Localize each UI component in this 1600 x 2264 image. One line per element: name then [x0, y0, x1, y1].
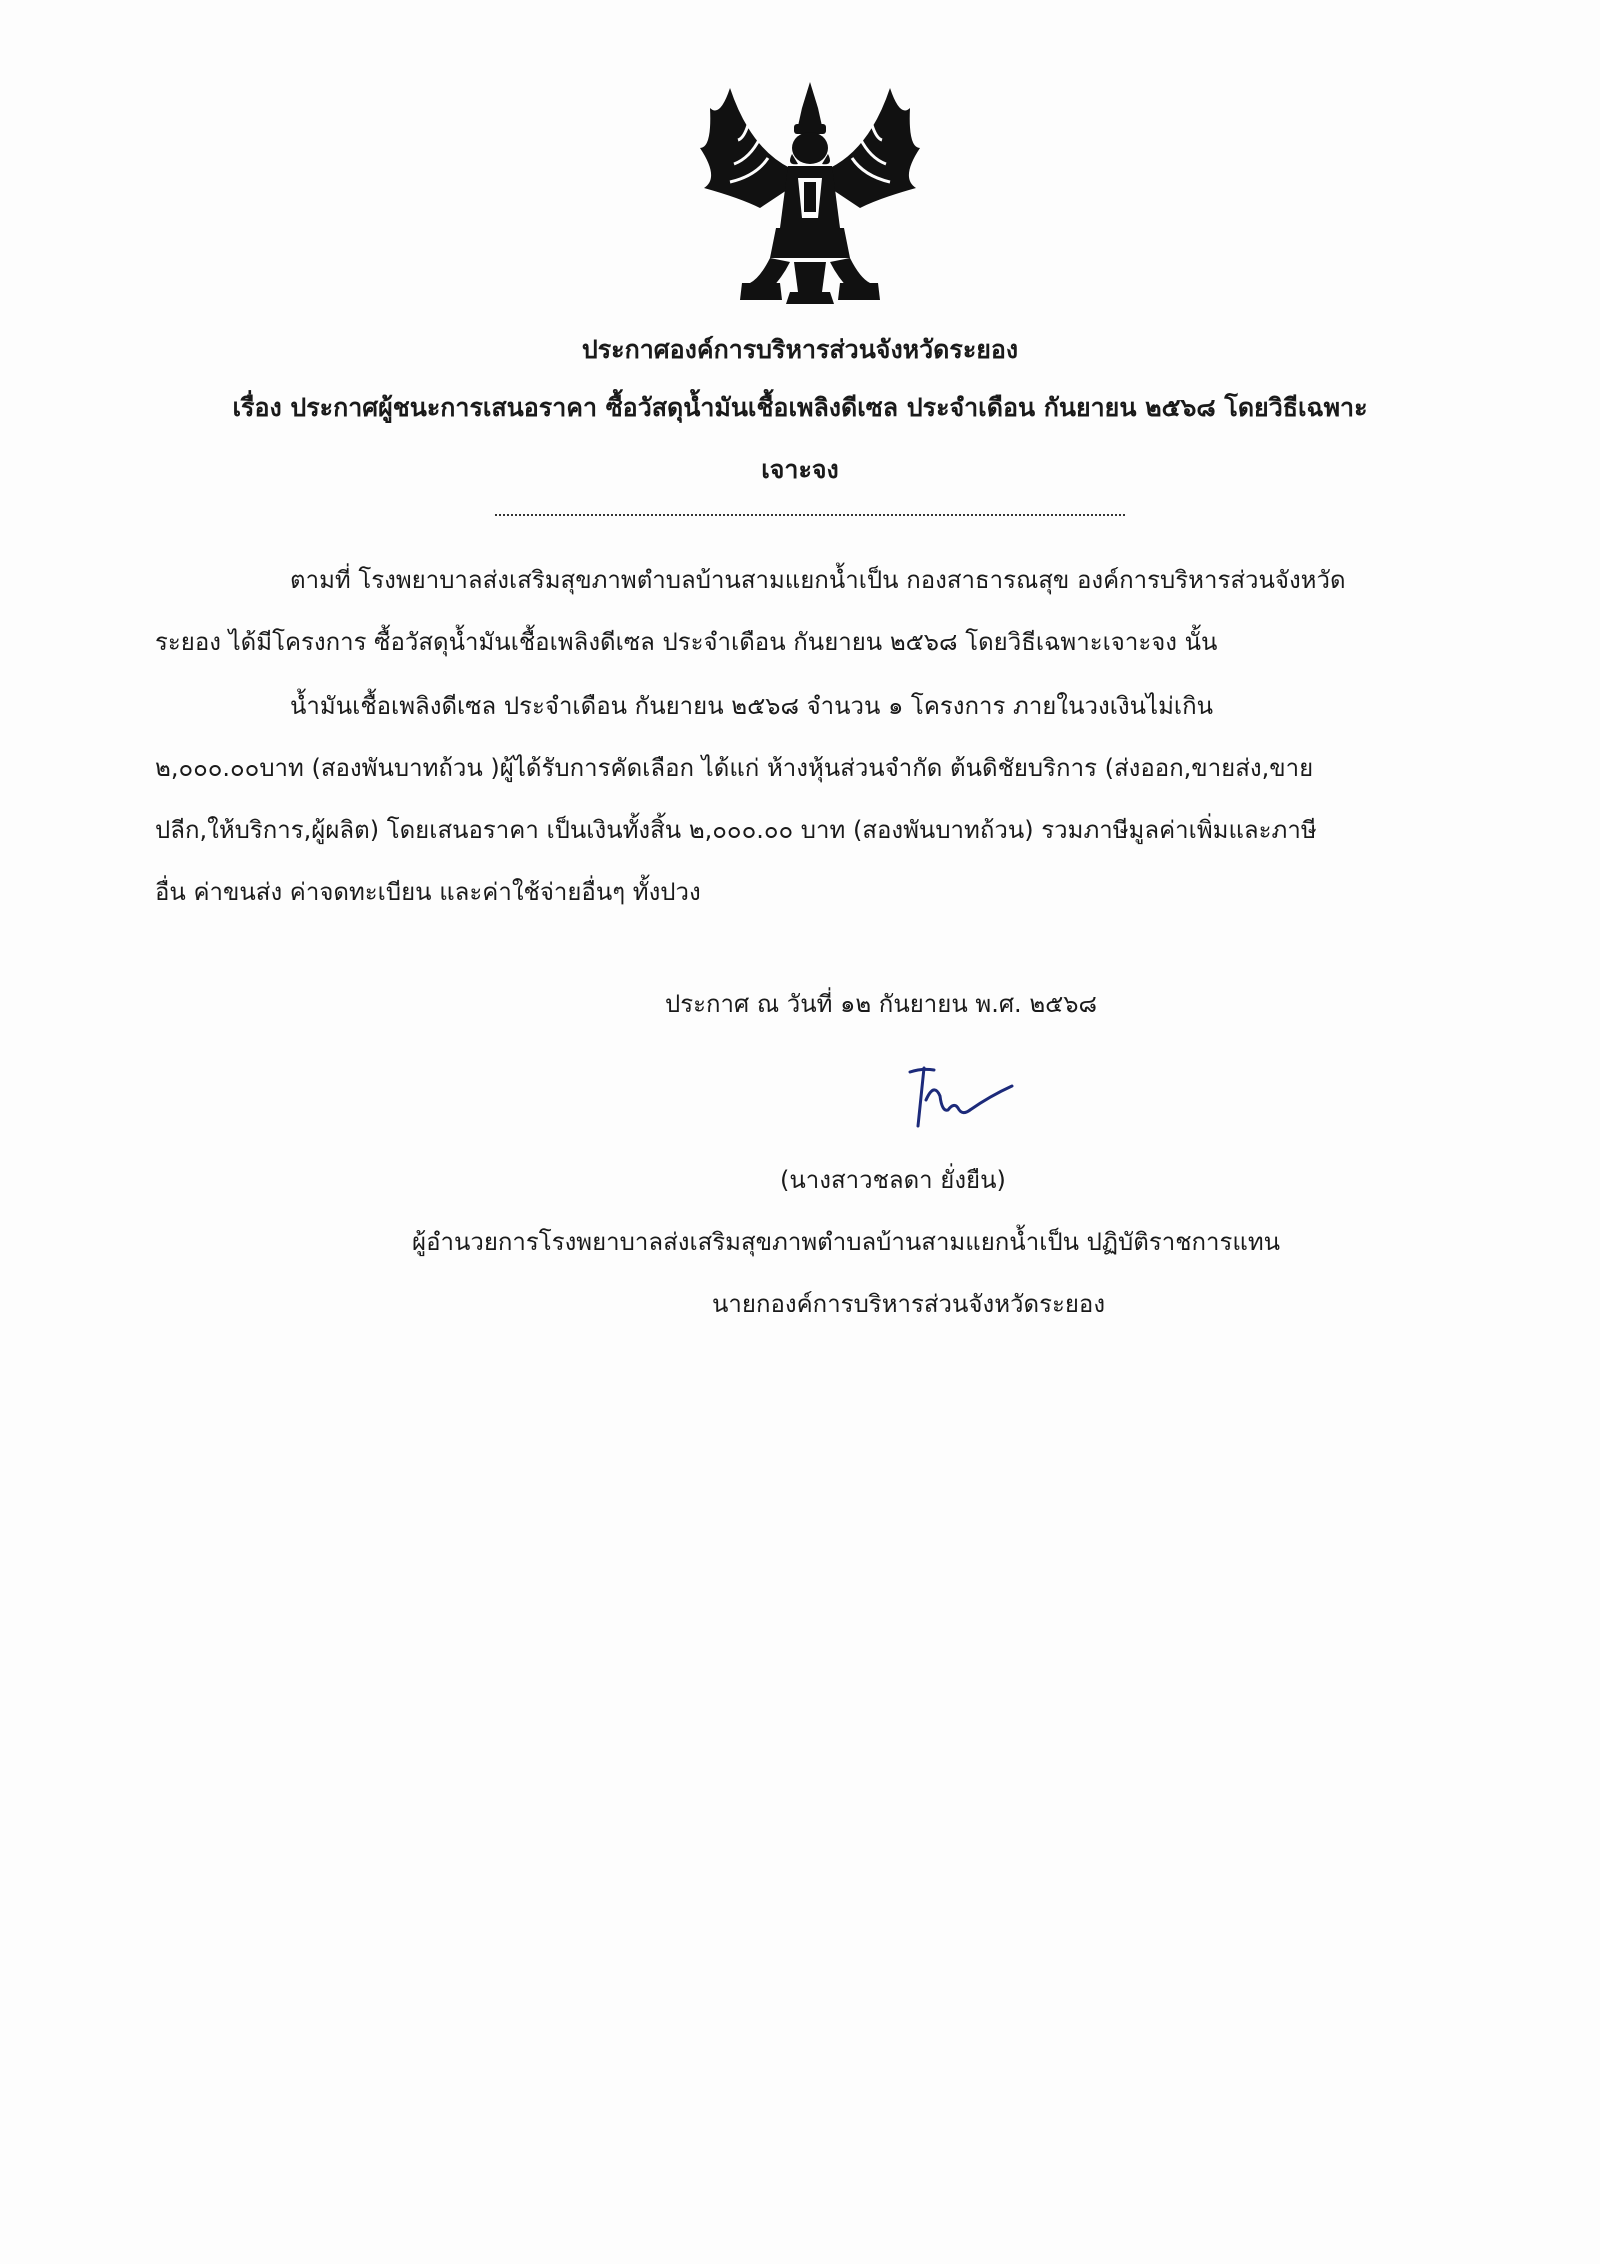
handwritten-signature-icon [900, 1060, 1020, 1140]
signer-name: (นางสาวชลดา ยั่งยืน) [780, 1166, 1006, 1194]
announcement-organization: ประกาศองค์การบริหารส่วนจังหวัดระยอง [581, 335, 1019, 364]
body-paragraph-line-1: ตามที่ โรงพยาบาลส่งเสริมสุขภาพตำบลบ้านสามแยกน้ำเป็น กองสาธารณสุข องค์การบริหารส่วนจังหวัด [290, 566, 1346, 594]
header-divider [495, 514, 1125, 516]
body-paragraph-line-5: ปลีก,ให้บริการ,ผู้ผลิต) โดยเสนอราคา เป็นเงินทั้งสิ้น ๒,๐๐๐.๐๐ บาท (สองพันบาทถ้วน) รวมภาษีมูลค่าเพิ่มและภาษี [155, 816, 1317, 844]
body-paragraph-line-3: น้ำมันเชื้อเพลิงดีเซล ประจำเดือน กันยายน ๒๕๖๘ จำนวน ๑ โครงการ ภายในวงเงินไม่เกิน [290, 692, 1214, 720]
body-paragraph-line-4: ๒,๐๐๐.๐๐บาท (สองพันบาทถ้วน )ผู้ได้รับการคัดเลือก ได้แก่ ห้างหุ้นส่วนจำกัด ต้นดิชัยบริการ (ส่งออก,ขายส่ง,ขาย [155, 754, 1314, 782]
garuda-emblem-icon [690, 78, 930, 308]
body-paragraph-line-6: อื่น ค่าขนส่ง ค่าจดทะเบียน และค่าใช้จ่ายอื่นๆ ทั้งปวง [155, 878, 701, 906]
signer-title: ผู้อำนวยการโรงพยาบาลส่งเสริมสุขภาพตำบลบ้านสามแยกน้ำเป็น ปฏิบัติราชการแทน [412, 1228, 1281, 1256]
announcement-date: ประกาศ ณ วันที่ ๑๒ กันยายน พ.ศ. ๒๕๖๘ [665, 990, 1098, 1018]
body-paragraph-line-2: ระยอง ได้มีโครงการ ซื้อวัสดุน้ำมันเชื้อเพลิงดีเซล ประจำเดือน กันยายน ๒๕๖๘ โดยวิธีเฉพาะเจาะจง นั้น [155, 628, 1218, 656]
announcement-subject: เรื่อง ประกาศผู้ชนะการเสนอราคา ซื้อวัสดุน้ำมันเชื้อเพลิงดีเซล ประจำเดือน กันยายน ๒๕๖๘ โดยวิธีเฉพาะ [232, 393, 1368, 422]
signer-title-continued: นายกองค์การบริหารส่วนจังหวัดระยอง [712, 1290, 1106, 1318]
announcement-subject-continued: เจาะจง [761, 455, 839, 484]
